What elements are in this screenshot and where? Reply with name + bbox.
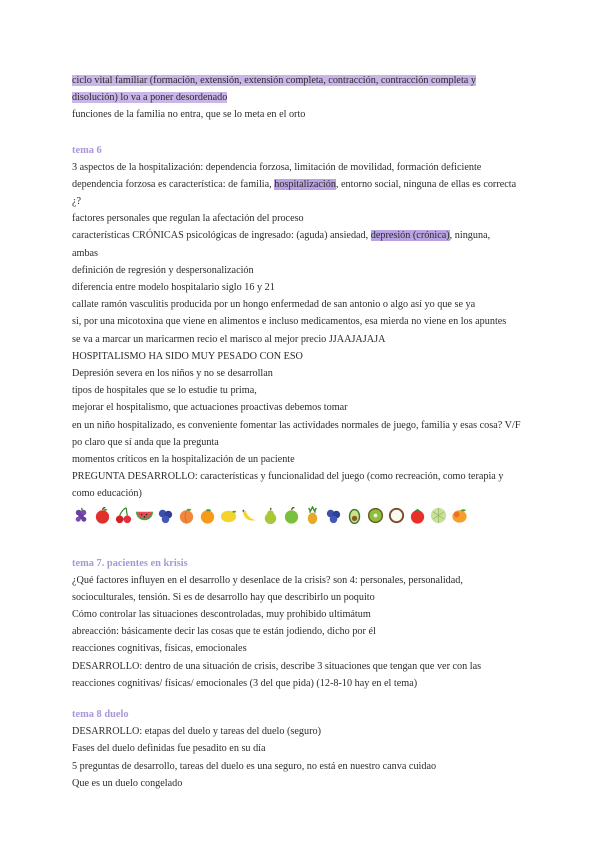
tema6-line: en un niño hospitalizado, es conveniente fomentar las actividades normales de juego, familia y esas cosa? V/F [72, 419, 521, 431]
highlighted-text: disolución) lo va a poner desordenado [72, 92, 228, 104]
avocado-icon [345, 506, 364, 525]
section-heading-tema7: tema 7. pacientes en krisis [72, 557, 188, 569]
blueberries-icon [324, 506, 343, 525]
tema7-line: Cómo controlar las situaciones descontroladas, muy prohibido ultimátum [72, 609, 371, 621]
cherries-icon [114, 506, 133, 525]
tema6-line: ¿? [72, 196, 82, 208]
tema6-line: po claro que sí anda que la pregunta [72, 436, 219, 448]
tema6-line [72, 227, 532, 244]
section-heading-tema6: tema 6 [72, 144, 102, 156]
tomato-icon [408, 506, 427, 525]
pineapple-icon [303, 506, 322, 525]
tema6-line: diferencia entre modelo hospitalario siglo 16 y 21 [72, 282, 275, 294]
coconut-icon [387, 506, 406, 525]
tema8-line: DESARROLLO: etapas del duelo y tareas del duelo (seguro) [72, 726, 321, 738]
tema6-line: HOSPITALISMO HA SIDO MUY PESADO CON ESO [72, 350, 303, 362]
tema6-line: tipos de hospitales que se lo estudie tu prima, [72, 385, 257, 397]
apple-icon [93, 506, 112, 525]
melon-icon [429, 506, 448, 525]
document-body [72, 72, 532, 792]
tema8-line: Fases del duelo definidas fue pesadito en su día [72, 743, 266, 755]
tema8-line: 5 preguntas de desarrollo, tareas del duelo es una seguro, no está en nuestro canva cuidao [72, 760, 437, 772]
text: , ninguna, [449, 230, 491, 242]
green-apple-icon [282, 506, 301, 525]
watermelon-icon [135, 506, 154, 525]
grapes-icon [72, 506, 91, 525]
intro-line-2 [72, 89, 532, 106]
tema7-line: reacciones cognitivas/ físicas/ emocionales (3 del que pida) (12-8-10 hay en el tema) [72, 677, 418, 689]
tema6-line: Depresión severa en los niños y no se desarrollan [72, 368, 273, 380]
banana-icon [240, 506, 259, 525]
tema6-line: mejorar el hospitalismo, que actuaciones proactivas debemos tomar [72, 402, 348, 414]
text: , entorno social, ninguna de ellas es correcta [335, 178, 517, 190]
fruit-emoji-row [72, 505, 532, 527]
section-heading-tema8: tema 8 duelo [72, 709, 129, 721]
tema6-line: PREGUNTA DESARROLLO: características y funcionalidad del juego (como recreación, como terapia y [72, 471, 504, 483]
tema7-line: DESARROLLO: dentro de una situación de crisis, describe 3 situaciones que tengan que ver con las [72, 660, 482, 672]
tema6-line: ambas [72, 247, 99, 259]
intro-line-3: funciones de la familia no entra, que se lo meta en el orto [72, 109, 306, 121]
tema6-line: callate ramón vasculitis producida por un hongo enfermedad de san antonio o algo así yo que se ya [72, 299, 476, 311]
tema7-line: socioculturales, tensión. Si es de desarrollo hay que describirlo un poquito [72, 591, 375, 603]
tema7-line: reacciones cognitivas, físicas, emocionales [72, 643, 247, 655]
tema6-line: momentos críticos en la hospitalización de un paciente [72, 454, 295, 466]
tema6-line: se va a marcar un maricarmen recio el marisco al mejor precio JJAAJAJAJA [72, 333, 386, 345]
highlighted-text: hospitalización [274, 178, 336, 190]
lemon-icon [219, 506, 238, 525]
kiwi-icon [366, 506, 385, 525]
tema6-line: si, por una micotoxina que viene en alimentos e incluso medicamentos, esa mierda no viene en los apuntes [72, 316, 507, 328]
text: características CRÓNICAS psicológicas de ingresado: (aguda) ansiedad, [72, 230, 371, 242]
text: dependencia forzosa es característica: de familia, [72, 178, 275, 190]
tema6-line: como educación) [72, 488, 142, 500]
mango-icon [450, 506, 469, 525]
tema6-line: definición de regresión y despersonalización [72, 264, 254, 276]
pear-icon [261, 506, 280, 525]
tema6-line [72, 176, 532, 193]
intro-line-1 [72, 72, 532, 89]
peach-icon [177, 506, 196, 525]
highlighted-text: depresión (crónica) [370, 230, 450, 242]
tangerine-icon [198, 506, 217, 525]
tema7-line: ¿Qué factores influyen en el desarrollo y desenlace de la crisis? son 4: personales, personalidad, [72, 574, 463, 586]
tema8-line: Que es un duelo congelado [72, 777, 183, 789]
tema7-line: abreacción: básicamente decir las cosas que te están jodiendo, dicho por él [72, 626, 376, 638]
tema6-line: 3 aspectos de la hospitalización: dependencia forzosa, limitación de movilidad, formación deficiente [72, 161, 482, 173]
tema6-line: factores personales que regulan la afectación del proceso [72, 213, 304, 225]
highlighted-text: ciclo vital familiar (formación, extensión, extensión completa, contracción, contracción completa y [72, 75, 476, 86]
blueberries-icon [156, 506, 175, 525]
